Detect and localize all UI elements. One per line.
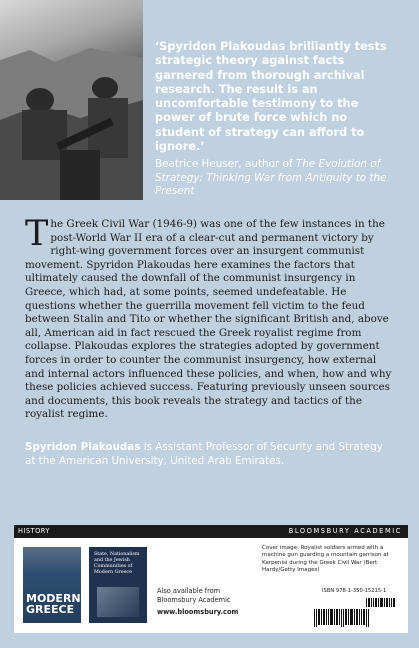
publisher-name: BLOOMSBURY ACADEMIC (288, 527, 402, 535)
book-description (25, 214, 395, 422)
related-book-title-2: State, Nationalism and the Jewish Communities of Modern Greece (94, 552, 140, 575)
author-bio (25, 440, 395, 468)
price-barcode (366, 595, 400, 607)
publisher-bar (14, 525, 408, 538)
related-book-cover-1 (23, 547, 81, 623)
category-label: HISTORY (18, 527, 50, 535)
endorsement-attribution (155, 158, 400, 199)
related-book-title-1: MODERN GREECE (26, 592, 81, 616)
back-cover-footer (14, 525, 408, 633)
endorsement-quote: ‘Spyridon Plakoudas brilliantly tests strategic theory against facts garnered from thorough archival research. The result is an uncomfortable testimony to the power of brute force which no student of strategy can afford to ignore.’ (155, 40, 387, 154)
author-bio-text: is Assistant Professor of Security and Strategy at the American University, United Arab Emirates. (25, 441, 383, 467)
related-book-image (97, 587, 139, 617)
also-available-text: Also available from Bloomsbury Academic (157, 587, 231, 604)
drop-cap: T (25, 214, 49, 254)
related-book-cover-2 (89, 547, 147, 623)
attribution-book-title: The Evolution of Strategy: Thinking War from Antiquity to the Present (155, 158, 387, 198)
attribution-prefix: Beatrice Heuser, author of (155, 158, 296, 170)
cover-image-credit: Cover image: Royalist soldiers armed with a machine gun guarding a mountain garrison at Karpenisi during the Greek Civil War (Bert Hardy/Getty Images) (262, 545, 389, 574)
description-text: he Greek Civil War (1946-9) was one of the few instances in the post-World War II era of a clear-cut and permanent victory by right-wing government forces over an insurgent communist movement. Spyridon Plakoudas here examines the factors that ultimately caused the downfall of the communist insurgency in Greece, which had, at some points, seemed undefeatable. He questions whether the guerrilla movement fell victim to the feud between Stalin and Tito or whether the significant British and, above all, American aid in fact rescued the Greek royalist regime from collapse. Plakoudas explores the strategies adopted by government forces in order to counter the communist insurgency, how external and internal actors influenced these policies, and when, how and why these policies achieved success. Featuring previously unseen sources and documents, this book reveals the strategy and tactics of the royalist regime. (25, 218, 392, 421)
website-link[interactable]: www.bloomsbury.com (157, 608, 239, 616)
also-available (157, 587, 247, 617)
author-name: Spyridon Plakoudas (25, 441, 141, 453)
cover-photo-soldiers (0, 0, 143, 200)
isbn-text: ISBN 978-1-350-15215-1 (322, 588, 387, 594)
